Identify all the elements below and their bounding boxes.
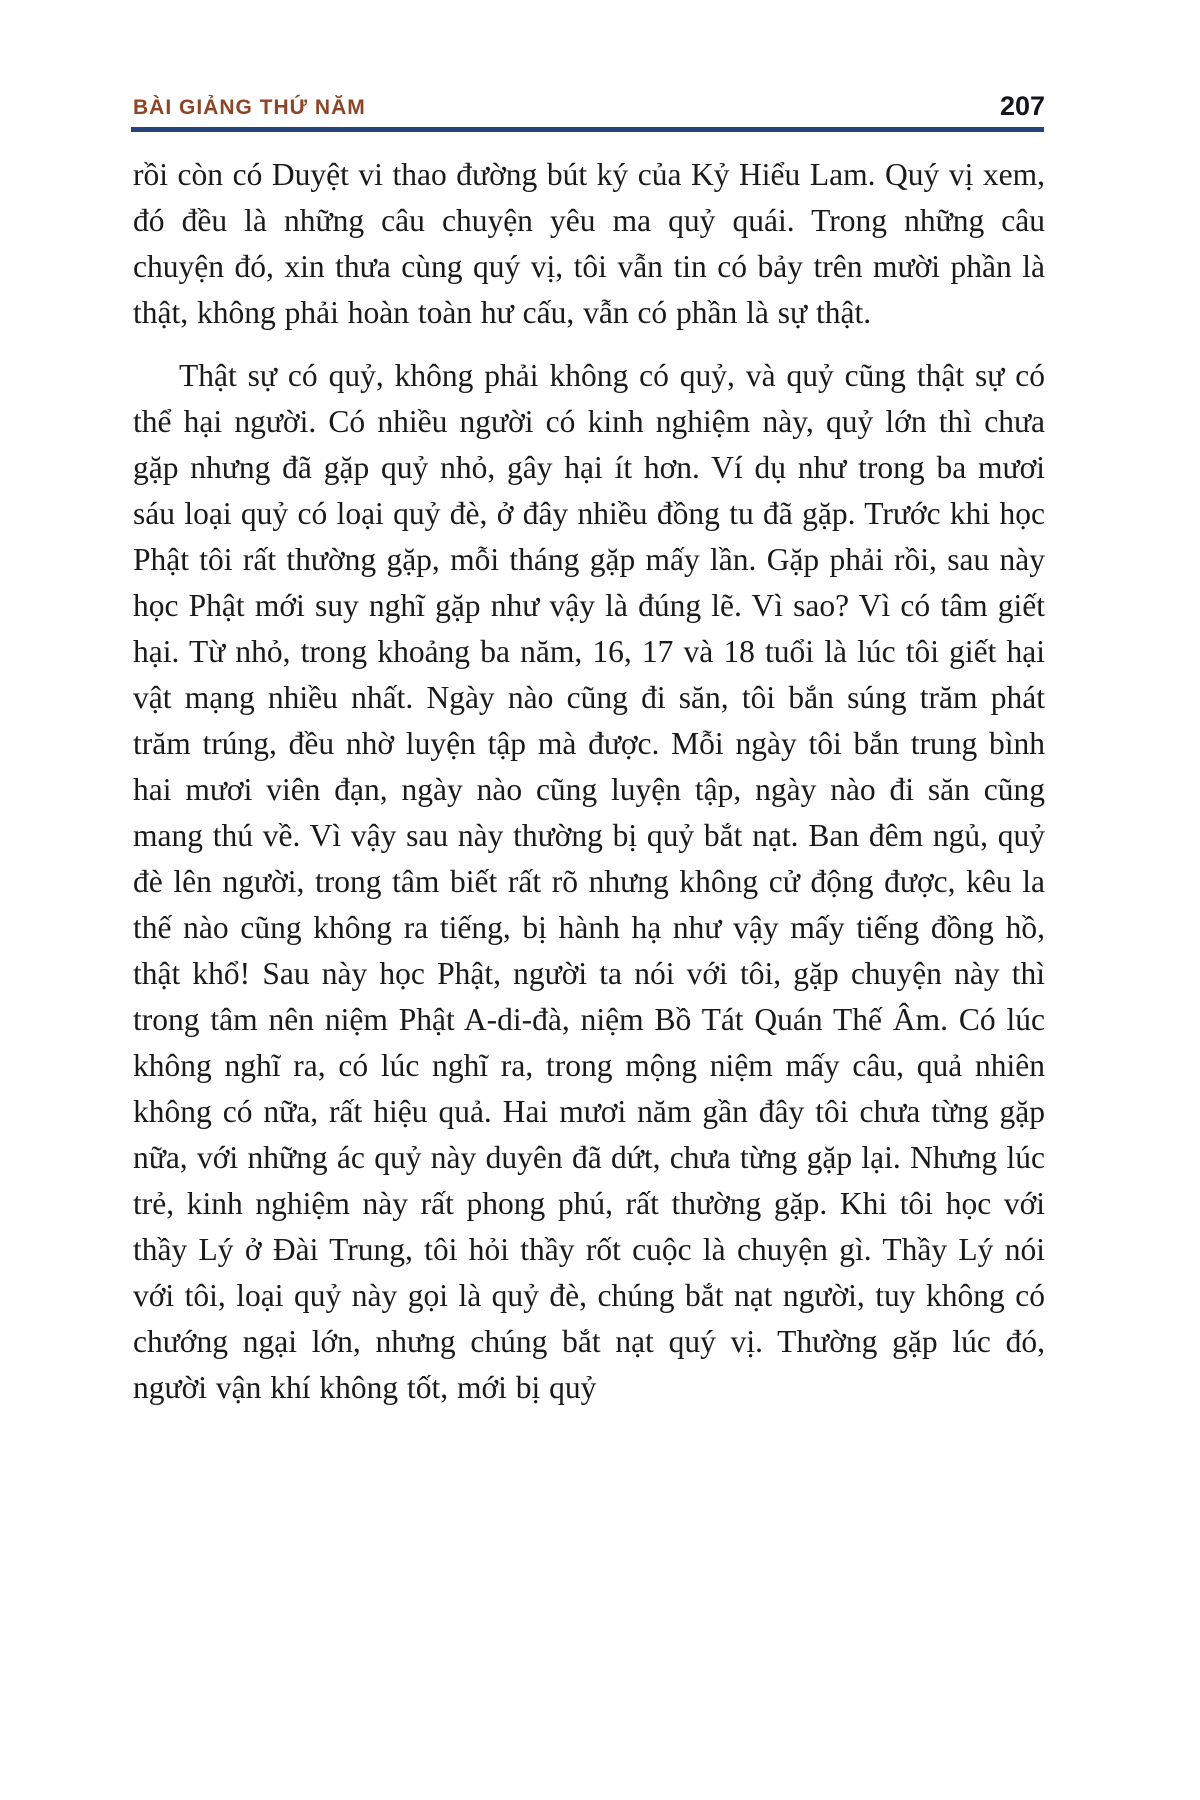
page-body <box>133 152 1045 1411</box>
page-number: 207 <box>999 91 1045 121</box>
paragraph-continuation: rồi còn có Duyệt vi thao đường bút ký của Kỷ Hiểu Lam. Quý vị xem, đó đều là những câu chuyện yêu ma quỷ quái. Trong những câu chuyện đó, xin thưa cùng quý vị, tôi vẫn tin có bảy trên mười phần là thật, không phải hoàn toàn hư cấu, vẫn có phần là sự thật. <box>133 157 1045 330</box>
paragraph-main: Thật sự có quỷ, không phải không có quỷ, và quỷ cũng thật sự có thể hại người. Có nhiều người có kinh nghiệm này, quỷ lớn thì chưa gặp nhưng đã gặp quỷ nhỏ, gây hại ít hơn. Ví dụ như trong ba mươi sáu loại quỷ có loại quỷ đè, ở đây nhiều đồng tu đã gặp. Trước khi học Phật tôi rất thường gặp, mỗi tháng gặp mấy lần. Gặp phải rồi, sau này học Phật mới suy nghĩ gặp như vậy là đúng lẽ. Vì sao? Vì có tâm giết hại. Từ nhỏ, trong khoảng ba năm, 16, 17 và 18 tuổi là lúc tôi giết hại vật mạng nhiều nhất. Ngày nào cũng đi săn, tôi bắn súng trăm phát trăm trúng, đều nhờ luyện tập mà được. Mỗi ngày tôi bắn trung bình hai mươi viên đạn, ngày nào cũng luyện tập, ngày nào đi săn cũng mang thú về. Vì vậy sau này thường bị quỷ bắt nạt. Ban đêm ngủ, quỷ đè lên người, trong tâm biết rất rõ nhưng không cử động được, kêu la thế nào cũng không ra tiếng, bị hành hạ như vậy mấy tiếng đồng hồ, thật khổ! Sau này học Phật, người ta nói với tôi, gặp chuyện này thì trong tâm nên niệm Phật A-di-đà, niệm Bồ Tát Quán Thế Âm. Có lúc không nghĩ ra, có lúc nghĩ ra, trong mộng niệm mấy câu, quả nhiên không có nữa, rất hiệu quả. Hai mươi năm gần đây tôi chưa từng gặp nữa, với những ác quỷ này duyên đã dứt, chưa từng gặp lại. Nhưng lúc trẻ, kinh nghiệm này rất phong phú, rất thường gặp. Khi tôi học với thầy Lý ở Đài Trung, tôi hỏi thầy rốt cuộc là chuyện gì. Thầy Lý nói với tôi, loại quỷ này gọi là quỷ đè, chúng bắt nạt người, tuy không có chướng ngại lớn, nhưng chúng bắt nạt quý vị. Thường gặp lúc đó, người vận khí không tốt, mới bị quỷ <box>133 358 1045 1405</box>
header-rule <box>131 127 1044 132</box>
running-header <box>133 86 1045 120</box>
section-title: BÀI GIẢNG THỨ NĂM <box>133 96 366 119</box>
